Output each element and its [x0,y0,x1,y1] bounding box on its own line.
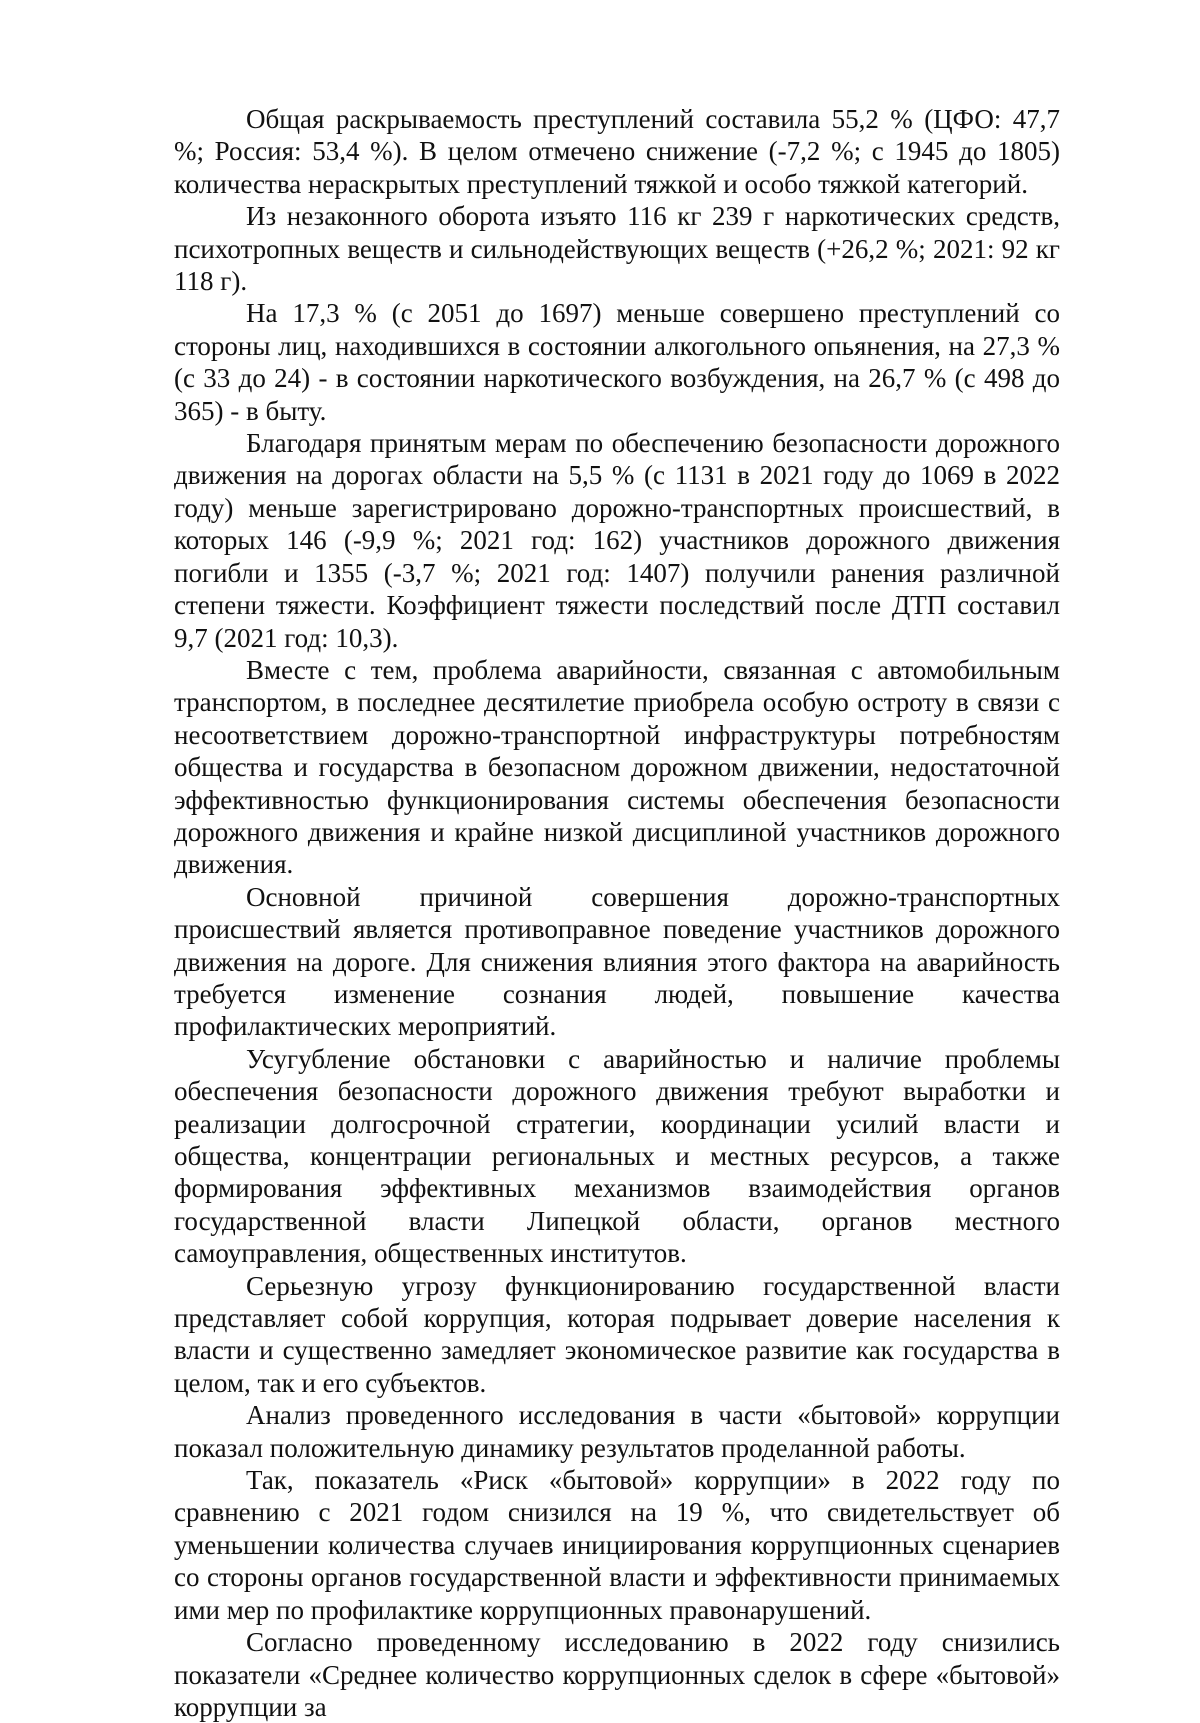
paragraph-alcohol-crimes: На 17,3 % (с 2051 до 1697) меньше совершено преступлений со стороны лиц, находившихся в состоянии алкогольного опьянения, на 27,3 % (с 33 до 24) - в состоянии наркотического возбуждения, на 26,7 % (с 498 до 365) - в быту. [174,298,1060,426]
paragraph-accident-problem: Вместе с тем, проблема аварийности, связанная с автомобильным транспортом, в последнее десятилетие приобрела особую остроту в связи с несоответствием дорожно-транспортной инфраструктуры потребностям общества и государства в безопасном дорожном движении, недостаточной эффективностью функционирования системы обеспечения безопасности дорожного движения и крайне низкой дисциплиной участников дорожного движения. [174,654,1060,880]
paragraph-research-results: Согласно проведенному исследованию в 2022 году снизились показатели «Среднее количество коррупционных сделок в сфере «бытовой» коррупции за [174,1627,1060,1722]
document-body [174,103,1060,1723]
paragraph-main-cause: Основной причиной совершения дорожно-транспортных происшествий является противоправное поведение участников дорожного движения на дороге. Для снижения влияния этого фактора на аварийность требуется изменение сознания людей, повышение качества профилактических мероприятий. [174,881,1060,1042]
paragraph-risk-indicator: Так, показатель «Риск «бытовой» коррупции» в 2022 году по сравнению с 2021 годом снизился на 19 %, что свидетельствует об уменьшении количества случаев инициирования коррупционных сценариев со стороны органов государственной власти и эффективности принимаемых ими мер по профилактике коррупционных правонарушений. [174,1465,1060,1625]
paragraph-crime-detection: Общая раскрываемость преступлений составила 55,2 % (ЦФО: 47,7 %; Россия: 53,4 %). В целом отмечено снижение (-7,2 %; с 1945 до 1805) количества нераскрытых преступлений тяжкой и особо тяжкой категорий. [174,104,1060,199]
paragraph-corruption-threat: Серьезную угрозу функционированию государственной власти представляет собой коррупция, которая подрывает доверие населения к власти и существенно замедляет экономическое развитие как государства в целом, так и его субъектов. [174,1270,1060,1398]
paragraph-drug-seizure: Из незаконного оборота изъято 116 кг 239 г наркотических средств, психотропных веществ и сильнодействующих веществ (+26,2 %; 2021: 92 кг 118 г). [174,201,1060,297]
paragraph-road-safety: Благодаря принятым мерам по обеспечению безопасности дорожного движения на дорогах области на 5,5 % (с 1131 в 2021 году до 1069 в 2022 году) меньше зарегистрировано дорожно-транспортных происшествий, в которых 146 (-9,9 %; 2021 год: 162) участников дорожного движения погибли и 1355 (-3,7 %; 2021 год: 1407) получили ранения различной степени тяжести. Коэффициент тяжести последствий после ДТП составил 9,7 (2021 год: 10,3). [174,428,1060,653]
paragraph-strategy: Усугубление обстановки с аварийностью и наличие проблемы обеспечения безопасности дорожного движения требуют выработки и реализации долгосрочной стратегии, координации усилий власти и общества, концентрации региональных и местных ресурсов, а также формирования эффективных механизмов взаимодействия органов государственной власти Липецкой области, органов местного самоуправления, общественных институтов. [174,1043,1060,1269]
paragraph-analysis: Анализ проведенного исследования в части «бытовой» коррупции показал положительную динамику результатов проделанной работы. [174,1400,1060,1463]
